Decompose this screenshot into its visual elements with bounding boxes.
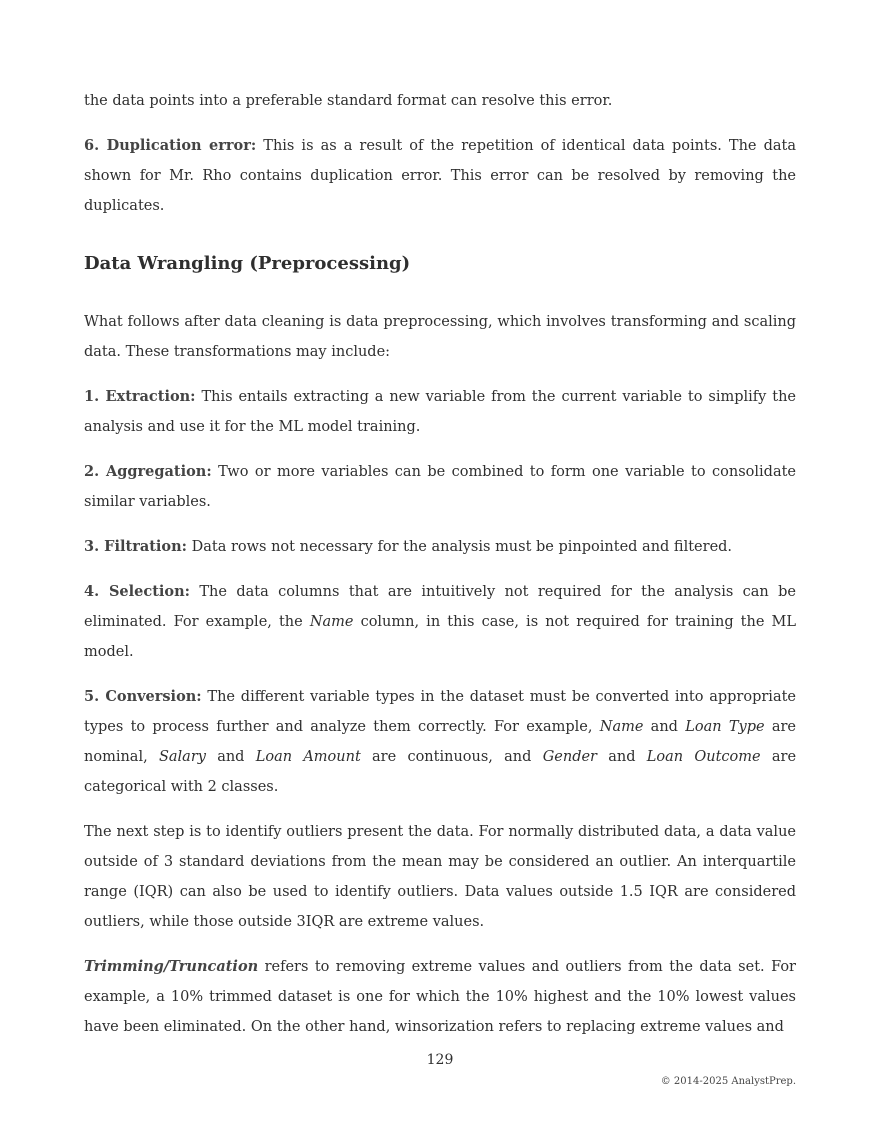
copyright-notice: © 2014-2025 AnalystPrep. [660, 1076, 796, 1087]
conversion-text-4: and [205, 749, 256, 765]
selection-label: 4. Selection: [84, 583, 190, 600]
page-number: 129 [426, 1052, 454, 1068]
conversion-emphasis-4: Loan Amount [255, 749, 361, 765]
conversion-emphasis-1: Name [599, 719, 644, 735]
conversion-text-1: The different variable types in the dataset must be converted into appropriate types to process further and analyze them correctly. For example, [84, 689, 796, 735]
selection-text-a: The data columns that are intuitively not required for the analysis can be eliminated. For example, the [84, 584, 796, 630]
section-heading: Data Wrangling (Preprocessing) [84, 253, 411, 274]
trimming-paragraph [84, 952, 796, 1042]
conversion-emphasis-6: Loan Outcome [646, 749, 761, 765]
extraction-text: This entails extracting a new variable from the current variable to simplify the analysis and use it for the ML model training. [84, 389, 796, 435]
conversion-label: 5. Conversion: [84, 688, 202, 705]
filtration-label: 3. Filtration: [84, 538, 188, 555]
trimming-text: refers to removing extreme values and outliers from the data set. For example, a 10% trimmed dataset is one for which the 10% highest and the 10% lowest values have been eliminated. On the other hand, winsorization refers to replacing extreme values and [84, 959, 796, 1035]
aggregation-label: 2. Aggregation: [84, 463, 212, 480]
selection-paragraph [84, 577, 796, 667]
conversion-text-3: are nominal, [84, 719, 796, 765]
conversion-emphasis-3: Salary [158, 749, 206, 765]
extraction-paragraph [84, 382, 796, 442]
conversion-text-7: are categorical with 2 classes. [84, 749, 797, 795]
filtration-paragraph [84, 532, 796, 562]
selection-text-b: column, in this case, is not required for training the ML model. [84, 614, 796, 660]
intro-paragraph: the data points into a preferable standard format can resolve this error. [84, 93, 613, 109]
conversion-text-5: are continuous, and [360, 749, 543, 765]
document-body [84, 86, 796, 1042]
conversion-text-6: and [597, 749, 647, 765]
aggregation-text: Two or more variables can be combined to form one variable to consolidate similar variables. [84, 464, 797, 510]
conversion-emphasis-5: Gender [542, 749, 597, 765]
conversion-paragraph [84, 682, 796, 802]
conversion-emphasis-2: Loan Type [685, 719, 765, 735]
outliers-paragraph: The next step is to identify outliers present the data. For normally distributed data, a data value outside of 3 standard deviations from the mean may be considered an outlier. An interquartile range (IQR) can also be used to identify outliers. Data values outside 1.5 IQR are considered outliers, while those outside 3IQR are extreme values. [84, 824, 796, 930]
duplication-text: This is as a result of the repetition of identical data points. The data shown for Mr. Rho contains duplication error. This error can be resolved by removing the duplicates. [84, 138, 796, 214]
selection-emphasis: Name [309, 614, 354, 630]
wrangling-intro: What follows after data cleaning is data preprocessing, which involves transforming and scaling data. These transformations may include: [84, 314, 796, 360]
duplication-paragraph [84, 131, 796, 221]
filtration-text: Data rows not necessary for the analysis must be pinpointed and filtered. [187, 539, 733, 555]
duplication-label: 6. Duplication error: [84, 137, 257, 154]
aggregation-paragraph [84, 457, 796, 517]
extraction-label: 1. Extraction: [84, 388, 196, 405]
trimming-label: Trimming/Truncation [84, 958, 259, 975]
conversion-text-2: and [643, 719, 686, 735]
